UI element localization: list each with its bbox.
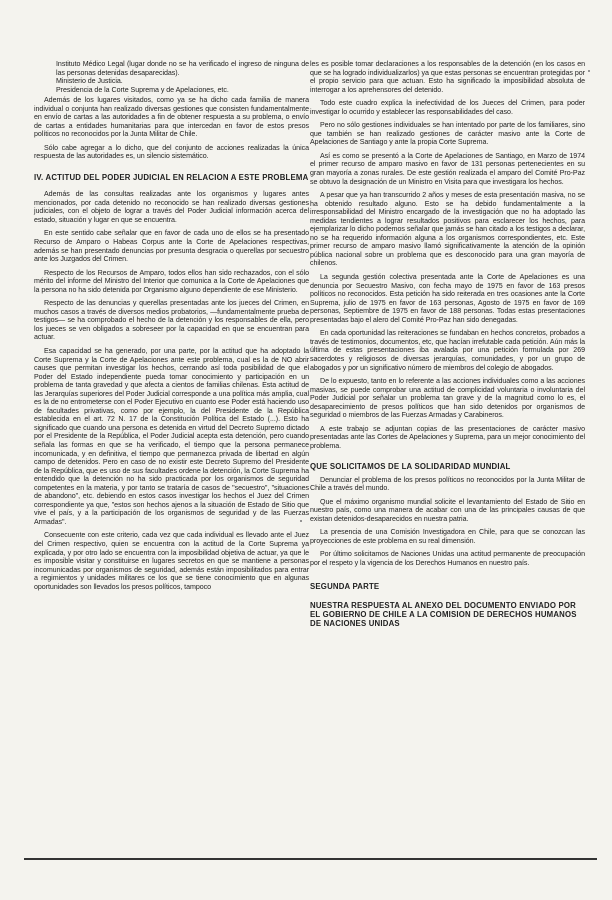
body-paragraph: Denunciar el problema de los presos políticos no reconocidos por la Junta Militar de Chile a través del mundo. xyxy=(310,475,585,493)
intro-list-item: Instituto Médico Legal (lugar donde no se ha verificado el ingreso de ninguna de las personas detenidas desaparecidas). xyxy=(56,60,309,77)
print-speck xyxy=(588,70,590,72)
section-heading-solidarity: QUE SOLICITAMOS DE LA SOLIDARIDAD MUNDIAL xyxy=(310,462,511,472)
part-subheading: NUESTRA RESPUESTA AL ANEXO DEL DOCUMENTO ENVIADO POR EL GOBIERNO DE CHILE A LA COMISION DE DERECHOS HUMANOS DE NACIONES UNIDAS xyxy=(310,600,577,629)
body-paragraph: A este trabajo se adjuntan copias de las presentaciones de carácter masivo presentadas ante las Cortes de Apelaciones y Suprema, para un mejor conocimiento del problema. xyxy=(310,424,585,450)
body-paragraph: Consecuente con este criterio, cada vez que cada individual es llevado ante el Juez del Crimen respectivo, quien se encuentra con la actitud de la Corte Suprema ya explicada, y por otro lado se encuentra con la imposibilidad objetiva de actuar, ya que le es imposible visitar y constituirse en lugares secretos en que se mantiene a personas incomunicadas por organismos de seguridad, además están imposibilitados para entrar a regimientos y unidades militares ce los que se tiene conocimiento que en algunas oportunidades son llevados los presos políticos, tampoco xyxy=(34,531,309,591)
body-paragraph: Esa capacidad se ha generado, por una parte, por la actitud que ha adoptado la Corte Suprema y la Corte de Apelaciones ante este problema, cual es la de NO abrir causes que permitan investigar los hechos, cerrando así toda posibilidad de que el Poder del Estado independiente pueda tomar conocimiento y participación en un problema de tanta gravedad y que afecta a cientos de familias chilenas. Esta actitud de las Jerarquías superiores del Poder Judicial corresponde a una política más amplia, cual es la de no entrometerse con el Poder Ejecutivo en cuanto ese Poder está haciendo uso de facultades privativas, como por ejemplo, la del Presidente de la República establecida en el art. 72 N. 17 de la Constitución Política del Estado (...). Esto ha significado que cuando una persona es detenida en virtud del Decreto Supremo dictado por el Presidente de la República, el Poder Judicial acepta esta detención, pero cuando señala las formas en que se ha verificado, el tiempo que la persona permanece incomunicada, y en definitiva, el tiempo que permanezca privada de libertad en algún campo de detenidos. Pero en caso de no existir este Decreto Supremo del Presidente de la República, que es uso de sus facultades ordene la detención, la Corte Suprema ha entendido que la detención no ha sido practicada por los organismos de seguridad competentes en la materia, y por tanto se trataría de casos de "secuestro", "situaciones de abandono", etc. debiendo en estos casos investigar los hechos el Juez del Crimen correspondiente ya que, "estos son hechos ajenos a la situación de Estado de Sitio que vive el país, y a la participación de los organismos de seguridad y de las Fuerzas Armadas". xyxy=(34,346,309,526)
body-paragraph: A pesar que ya han transcurrido 2 años y meses de esta presentación masiva, no se ha obtenido resultado alguno. Esto se ha debido fundamentalmente a la irresponsabilidad del Ministro encargado de la investigación que no ha adoptado las medidas tendientes a lograr resultados positivos para esclarecer los hechos, para ejemplarizar lo dicho podemos señalar que jamás se han citado a los testigos a declarar, no se ha requerido información alguna a los organismos correspondientes, etc. Este primer recurso de amparo masivo llamó significativamente la atención de la opinión pública nacional sobre un problema que es desconocido para una gran mayoría de chilenos. xyxy=(310,191,585,268)
right-column xyxy=(310,60,585,632)
body-paragraph: Además de los lugares visitados, como ya se ha dicho cada familia de manera individual o conjunta han realizado diversas gestiones que consisten fundamentalmente en envío de cartas a las autoridades a fin de obtener respuesta a su problema, o envío de cartas a entidades humanitarias para que intercedan en favor de estos presos políticos no reconocidos por la Junta Militar de Chile. xyxy=(34,96,309,139)
body-paragraph: Respecto de las denuncias y querellas presentadas ante los jueces del Crimen, en muchos casos a través de diversos medios probatorios, —fundamentalmente prueba de testigos— se ha comprobado el hecho de la detención y los responsables de ella, pero los jueces se ven obligados a sobreseer por la capacidad en que se encuentran para actuar. xyxy=(34,299,309,342)
print-speck xyxy=(300,520,302,522)
body-paragraph: La segunda gestión colectiva presentada ante la Corte de Apelaciones es una denuncia por Secuestro Masivo, con fecha mayo de 1975 en favor de 163 presos políticos no reconocidos. Esta petición ha sido reiterada en tres ocasiones ante la Corte Suprema, julio de 1975 en favor de 163 personas, Agosto de 1975 en favor de 169 personas, Septiembre de 1975 en favor de 188 personas. Todas estas presentaciones presentadas bajo el alero del Comité Pro-Paz han sido denegadas. xyxy=(310,273,585,324)
left-column xyxy=(34,60,309,596)
body-paragraph: Que el máximo organismo mundial solicite el levantamiento del Estado de Sitio en nuestro país, como una manera de acabar con una de las principales causas de que existan detenidos-desaparecidos en nuestra patria. xyxy=(310,497,585,523)
body-paragraph: les es posible tomar declaraciones a los responsables de la detención (en los casos en que se ha logrado individualizarlos) ya que estas personas se encuentran protegidas por el propio servicio para que actuan. Esto ha significado la imposibilidad absoluta de interrogar a los aprehensores del detenido. xyxy=(310,60,585,94)
intro-list-item: Ministerio de Justicia. xyxy=(56,77,123,86)
body-paragraph: Además de las consultas realizadas ante los organismos y lugares antes mencionados, por cada detenido no reconocido se han realizado diversas gestiones judiciales, con el objeto de lograr a través del Poder Judicial información acerca del estado, situación y lugar en que se encuentra. xyxy=(34,190,309,224)
body-paragraph: Sólo cabe agregar a lo dicho, que del conjunto de acciones realizadas la única respuesta de las autoridades es, un silencio sistemático. xyxy=(34,143,309,161)
body-paragraph: Todo este cuadro explica la inefectividad de los Jueces del Crimen, para poder investigar lo ocurrido y establecer las responsabilidades del caso. xyxy=(310,99,585,116)
body-paragraph: Respecto de los Recursos de Amparo, todos ellos han sido rechazados, con el sólo mérito del informe del Ministro del Interior que comunica a la Corte de Apelaciones que la persona no ha sido detenida por Organismo alguno dependiente de ese Ministerio. xyxy=(34,268,309,294)
body-paragraph: Por último solicitamos de Naciones Unidas una actitud permanente de preocupación por el respeto y la vigencia de los Derechos Humanos en nuestro país. xyxy=(310,550,585,567)
body-paragraph: En cada oportunidad las reiteraciones se fundaban en hechos concretos, probados a través de testimonios, documentos, etc, que hacían irrefutable cada petición. Aún más la última de estas presentaciones iba avalada por una petición formulada por 269 sacerdotes y religiosos de diversas jerarquías, comunidades, y por un grupo de abogados y por un significativo número de miembros del colegio de abogados. xyxy=(310,329,585,372)
body-paragraph: En este sentido cabe señalar que en favor de cada uno de ellos se ha presentado Recurso de Amparo o Habeas Corpus ante la Corte de Apelaciones respectivas, además se han presentado denuncias por presunta desgracia o querellas por secuestro ante los Juzgados del Crimen. xyxy=(34,229,309,264)
body-paragraph: La presencia de una Comisión Investigadora en Chile, para que se conozcan las proyecciones de este problema en su real dimensión. xyxy=(310,528,585,545)
body-paragraph: Pero no sólo gestiones individuales se han intentado por parte de los familiares, sino que también se han realizado gestiones de carácter masivo ante la Corte de Apelaciones de Santiago y ante la propia Corte Suprema. xyxy=(310,121,585,147)
bottom-rule xyxy=(24,858,597,860)
section-heading-judicial: IV. ACTITUD DEL PODER JUDICIAL EN RELACION A ESTE PROBLEMA xyxy=(34,173,309,183)
part-heading: SEGUNDA PARTE xyxy=(310,581,380,591)
body-paragraph: De lo expuesto, tanto en lo referente a las acciones individuales como a las acciones masivas, se puede comprobar una actitud de complicidad voluntaria o involuntaria del Poder Judicial por señalar un problema tan grave y de la magnitud como lo es, el desaparecimiento de presos políticos que han sido detenidos por organismos de seguridad o miembros de las Fuerzas Armadas y Carabineros. xyxy=(310,377,585,420)
body-paragraph: Así es como se presentó a la Corte de Apelaciones de Santiago, en Marzo de 1974 el primer recurso de amparo masivo en favor de 131 personas pertenecientes en su gran mayoría a zonas rurales. De este gestión realizada el amparo del Comité Pro-Paz se obtuvo la designación de un Ministro en Visita para que investigara los hechos. xyxy=(310,151,585,186)
intro-list-item: Presidencia de la Corte Suprema y de Apelaciones, etc. xyxy=(56,85,229,94)
